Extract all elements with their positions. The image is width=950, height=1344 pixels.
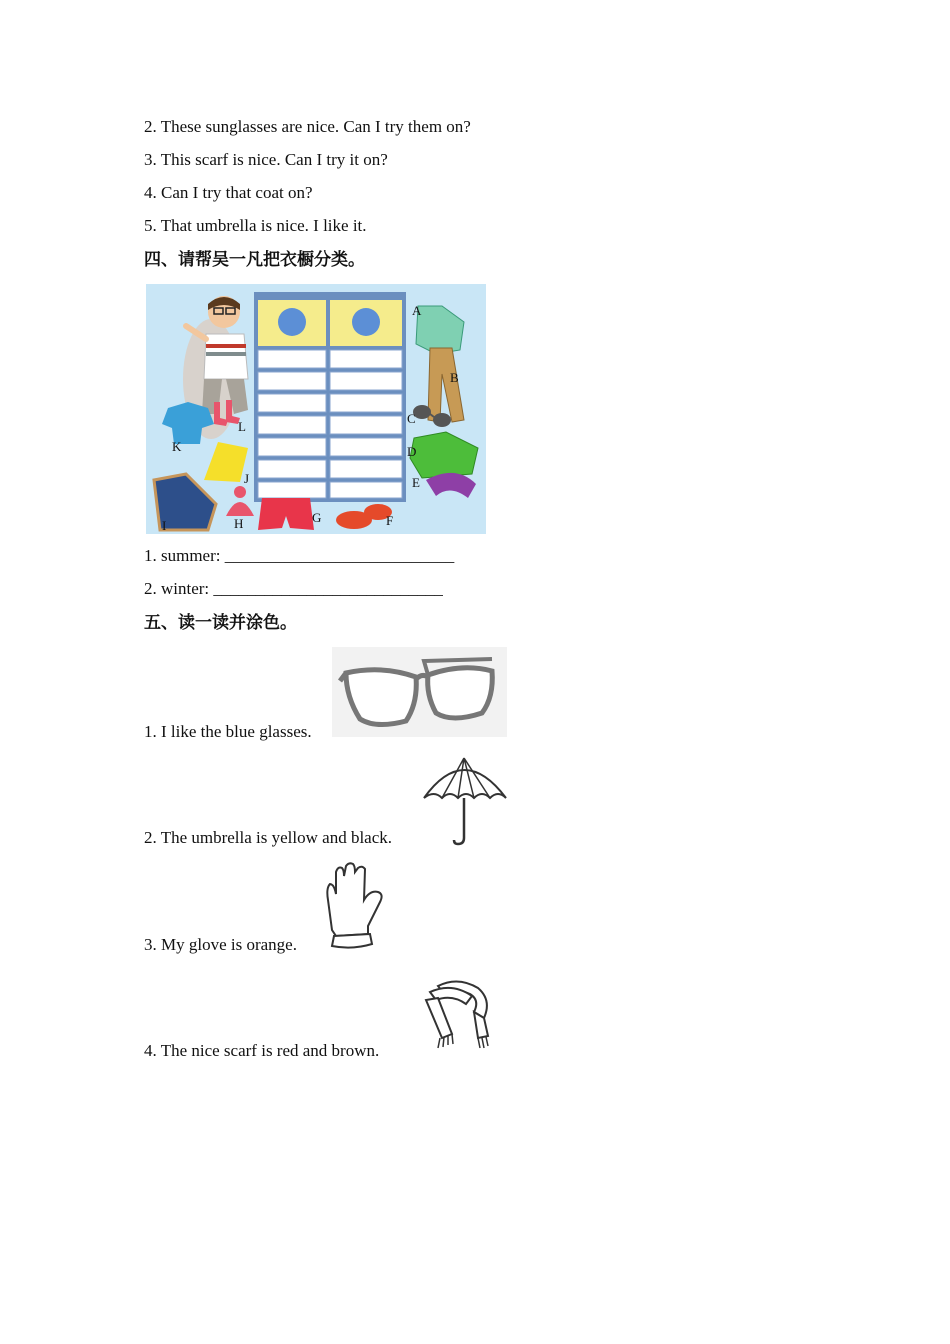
scarf-icon [408, 978, 496, 1052]
label-i: I [162, 518, 167, 533]
glasses-icon [332, 647, 507, 737]
section-5-heading: 五、读一读并涂色。 [144, 613, 297, 633]
sentence-4: 4. Can I try that coat on? [144, 183, 313, 202]
shorts-g [258, 498, 314, 530]
wardrobe-table [254, 292, 406, 502]
wardrobe-illustration [146, 284, 486, 534]
glove-icon [318, 860, 390, 950]
color-item-2: 2. The umbrella is yellow and black. [144, 828, 393, 847]
answer-winter: 2. winter: ___________________________ [144, 579, 443, 598]
sentence-3: 3. This scarf is nice. Can I try it on? [144, 150, 388, 169]
shoes-f [336, 504, 392, 529]
sentence-5: 5. That umbrella is nice. I like it. [144, 216, 367, 235]
label-l: L [238, 419, 246, 434]
sweater-d [410, 432, 478, 478]
label-e: E [412, 475, 420, 490]
label-k: K [172, 439, 182, 454]
label-h: H [234, 516, 244, 531]
scarf-e [426, 473, 476, 498]
label-c: C [407, 411, 416, 426]
jacket-a [416, 306, 464, 354]
label-b: B [450, 370, 459, 385]
hat-h [226, 486, 254, 516]
color-item-4: 4. The nice scarf is red and brown. [144, 1041, 380, 1060]
label-g: G [312, 510, 322, 525]
answer-summer: 1. summer: ___________________________ [144, 546, 455, 565]
label-f: F [386, 513, 394, 528]
section-4-heading: 四、请帮吴一凡把衣橱分类。 [144, 250, 365, 270]
label-d: D [407, 444, 417, 459]
pants-b [428, 348, 464, 422]
color-item-3: 3. My glove is orange. [144, 935, 297, 954]
color-item-1: 1. I like the blue glasses. [144, 722, 312, 741]
dress-j [204, 442, 248, 482]
label-a: A [412, 303, 422, 318]
label-j: J [244, 471, 250, 486]
umbrella-icon [420, 752, 510, 847]
sentence-2: 2. These sunglasses are nice. Can I try them on? [144, 117, 471, 136]
